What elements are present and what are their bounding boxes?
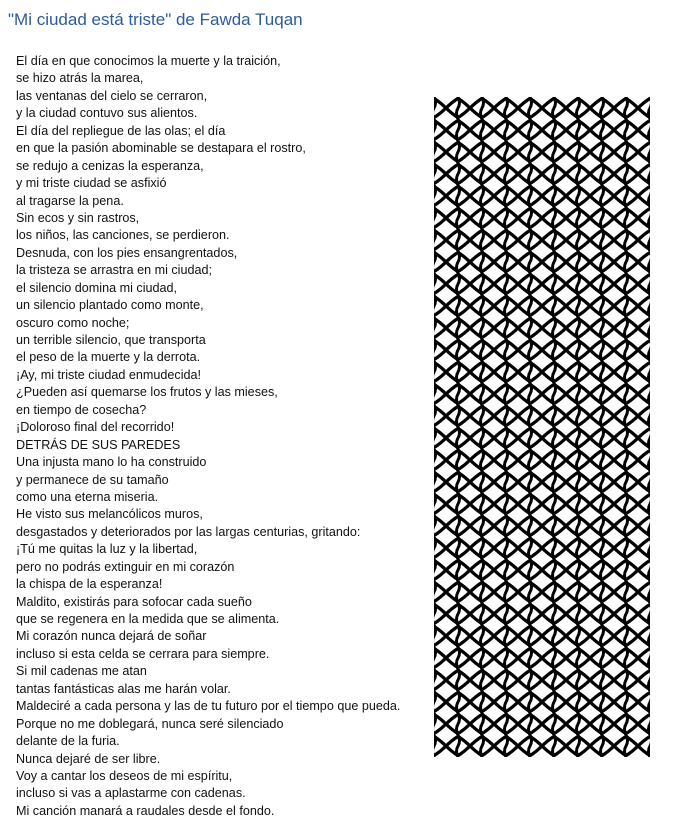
poem-line: los niños, las canciones, se perdieron. — [16, 228, 230, 243]
poem-line: oscuro como noche; — [16, 315, 130, 330]
poem-line: ¡Doloroso final del recorrido! — [16, 420, 175, 435]
poem-line: Nunca dejaré de ser libre. — [16, 751, 161, 766]
poem-line: y mi triste ciudad se asfixió — [16, 176, 167, 191]
poem-line: Voy a cantar los deseos de mi espíritu, — [16, 768, 233, 783]
poem-line: Maldeciré a cada persona y las de tu futuro por el tiempo que pueda. — [16, 699, 401, 714]
poem-line: un terrible silencio, que transporta — [16, 333, 206, 347]
poem-line: DETRÁS DE SUS PAREDES — [16, 437, 181, 452]
poem-line: un silencio plantado como monte, — [16, 298, 204, 313]
poem-line: como una eterna miseria. — [16, 489, 159, 504]
poem-line: las ventanas del cielo se cerraron, — [16, 88, 208, 103]
poem-line: tantas fantásticas alas me harán volar. — [16, 681, 231, 696]
poem-line: y permanece de su tamaño — [16, 472, 169, 487]
poem-line: El día del repliegue de las olas; el día — [16, 123, 226, 138]
poem-line: Mi corazón nunca dejará de soñar — [16, 629, 207, 644]
poem-line: ¡Ay, mi triste ciudad enmudecida! — [16, 367, 202, 382]
poem-line: el silencio domina mi ciudad, — [16, 280, 178, 295]
poem-body — [16, 53, 400, 820]
poem-line: incluso si esta celda se cerrara para siempre. — [16, 646, 270, 661]
poem-line: He visto sus melancólicos muros, — [16, 507, 203, 522]
poem-line: la chispa de la esperanza! — [16, 577, 163, 592]
poem-line: delante de la furia. — [16, 734, 120, 749]
poem-line: la tristeza se arrastra en mi ciudad; — [16, 263, 212, 278]
poem-line: Maldito, existirás para sofocar cada sueño — [16, 594, 252, 609]
poem-line: Sin ecos y sin rastros, — [16, 210, 140, 225]
poem-line: Desnuda, con los pies ensangrentados, — [16, 245, 238, 260]
keffiyeh-pattern-icon — [434, 97, 650, 757]
poem-line: que se regenera en la medida que se alimenta. — [16, 612, 280, 626]
poem-line: y la ciudad contuvo sus alientos. — [16, 106, 198, 121]
poem-line: pero no podrás extinguir en mi corazón — [16, 559, 235, 574]
poem-line: desgastados y deteriorados por las largas centurias, gritando: — [16, 524, 361, 539]
poem-line: Mi canción manará a raudales desde el fondo. — [16, 803, 275, 818]
poem-line: en tiempo de cosecha? — [16, 402, 147, 417]
poem-line: en que la pasión abominable se destapara el rostro, — [16, 141, 306, 156]
poem-line: Una injusta mano lo ha construido — [16, 455, 207, 470]
poem-line: se redujo a cenizas la esperanza, — [16, 158, 204, 173]
poem-line: incluso si vas a aplastarme con cadenas. — [16, 786, 246, 801]
poem-line: Porque no me doblegará, nunca seré silenciado — [16, 716, 284, 731]
poem-line: se hizo atrás la marea, — [16, 71, 144, 86]
page-title: "Mi ciudad está triste" de Fawda Tuqan — [8, 10, 303, 29]
poem-line: el peso de la muerte y la derrota. — [16, 350, 201, 365]
poem-line: El día en que conocimos la muerte y la traición, — [16, 54, 281, 68]
poem-line: Si mil cadenas me atan — [16, 664, 147, 679]
poem-line: ¡Tú me quitas la luz y la libertad, — [16, 542, 198, 557]
poem-line: ¿Pueden así quemarse los frutos y las mieses, — [16, 385, 278, 400]
poem-line: al tragarse la pena. — [16, 193, 124, 208]
